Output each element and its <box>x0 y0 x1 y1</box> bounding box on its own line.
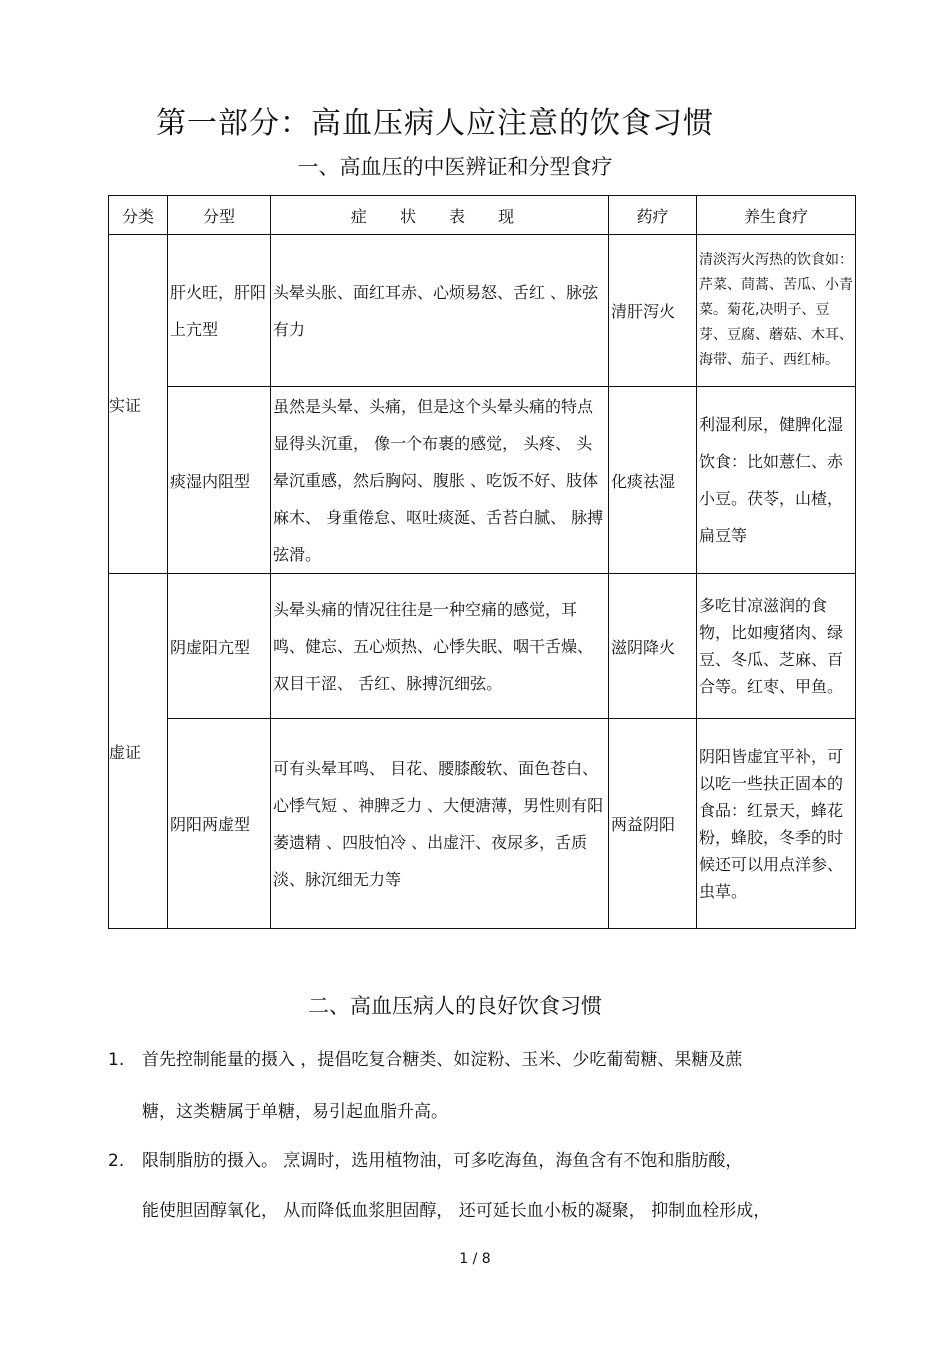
header-type: 分型 <box>168 196 271 235</box>
diet-therapy-table <box>108 195 856 929</box>
symptoms-cell: 头晕头胀、面红耳赤、心烦易怒、舌红 、脉弦有力 <box>271 235 609 387</box>
type-cell: 肝火旺，肝阳上亢型 <box>168 235 271 387</box>
section-1-title: 一、高血压的中医辨证和分型食疗 <box>297 155 613 179</box>
header-medicine: 药疗 <box>609 196 697 235</box>
type-cell: 痰湿内阻型 <box>168 387 271 574</box>
table-header-row <box>109 196 856 235</box>
table-row <box>109 235 856 387</box>
header-symptoms: 症 状 表 现 <box>271 196 609 235</box>
header-category: 分类 <box>109 196 168 235</box>
medicine-cell: 化痰祛湿 <box>609 387 697 574</box>
category-cell: 实证 <box>109 235 168 574</box>
list-item-text: 限制脂肪的摄入。 烹调时，选用植物油，可多吃海鱼，海鱼含有不饱和脂肪酸， <box>142 1151 743 1171</box>
diet-cell: 利湿利尿，健脾化湿饮食：比如薏仁、赤小豆。茯苓，山楂，扁豆等 <box>697 387 856 574</box>
list-item <box>108 1146 828 1171</box>
diet-cell: 多吃甘凉滋润的食物，比如瘦猪肉、绿豆、冬瓜、芝麻、百合等。红枣、甲鱼。 <box>697 574 856 719</box>
medicine-cell: 两益阴阳 <box>609 719 697 929</box>
section-2-title: 二、高血压病人的良好饮食习惯 <box>308 994 602 1018</box>
list-item <box>108 1045 828 1070</box>
medicine-cell: 滋阴降火 <box>609 574 697 719</box>
list-item-text: 首先控制能量的摄入 ，提倡吃复合糖类、如淀粉、玉米、少吃葡萄糖、果糖及蔗 <box>142 1050 743 1070</box>
list-item-continuation: 能使胆固醇氧化， 从而降低血浆胆固醇， 还可延长血小板的凝聚， 抑制血栓形成， <box>142 1201 771 1221</box>
symptoms-cell: 虽然是头晕、头痛，但是这个头晕头痛的特点显得头沉重， 像一个布裹的感觉， 头疼、 头晕沉重感，然后胸闷、腹胀 、吃饭不好、肢体麻木、 身重倦怠、呕吐痰涎、舌苔白腻、 脉搏弦滑。 <box>271 387 609 574</box>
page-title: 第一部分：高血压病人应注意的饮食习惯 <box>156 106 714 141</box>
type-cell: 阴阳两虚型 <box>168 719 271 929</box>
symptoms-cell: 可有头晕耳鸣、 目花、腰膝酸软、面色苍白、 心悸气短 、神脾乏力 、大便溏薄，男性则有阳萎遗精 、四肢怕冷 、出虚汗、夜尿多，舌质淡、脉沉细无力等 <box>271 719 609 929</box>
header-diet: 养生食疗 <box>697 196 856 235</box>
table-row <box>109 574 856 719</box>
symptoms-cell: 头晕头痛的情况往往是一种空痛的感觉，耳鸣、健忘、五心烦热、心悸失眠、咽干舌燥、双目干涩、 舌红、脉搏沉细弦。 <box>271 574 609 719</box>
medicine-cell: 清肝泻火 <box>609 235 697 387</box>
type-cell: 阴虚阳亢型 <box>168 574 271 719</box>
category-cell: 虚证 <box>109 574 168 929</box>
list-item-number: 1. <box>108 1050 125 1070</box>
table-row <box>109 719 856 929</box>
table-row <box>109 387 856 574</box>
page-number: 1 / 8 <box>459 1251 491 1267</box>
diet-cell: 阴阳皆虚宜平补，可以吃一些扶正固本的食品：红景天，蜂花粉，蜂胶，冬季的时候还可以用点洋参、虫草。 <box>697 719 856 929</box>
diet-cell: 清淡泻火泻热的饮食如：芹菜、茼蒿、苦瓜、小青菜。菊花,决明子、豆芽、豆腐、蘑菇、木耳、海带、茄子、西红柿。 <box>697 235 856 387</box>
list-item-continuation: 糖，这类糖属于单糖，易引起血脂升高。 <box>142 1102 448 1122</box>
list-item-number: 2. <box>108 1151 125 1171</box>
